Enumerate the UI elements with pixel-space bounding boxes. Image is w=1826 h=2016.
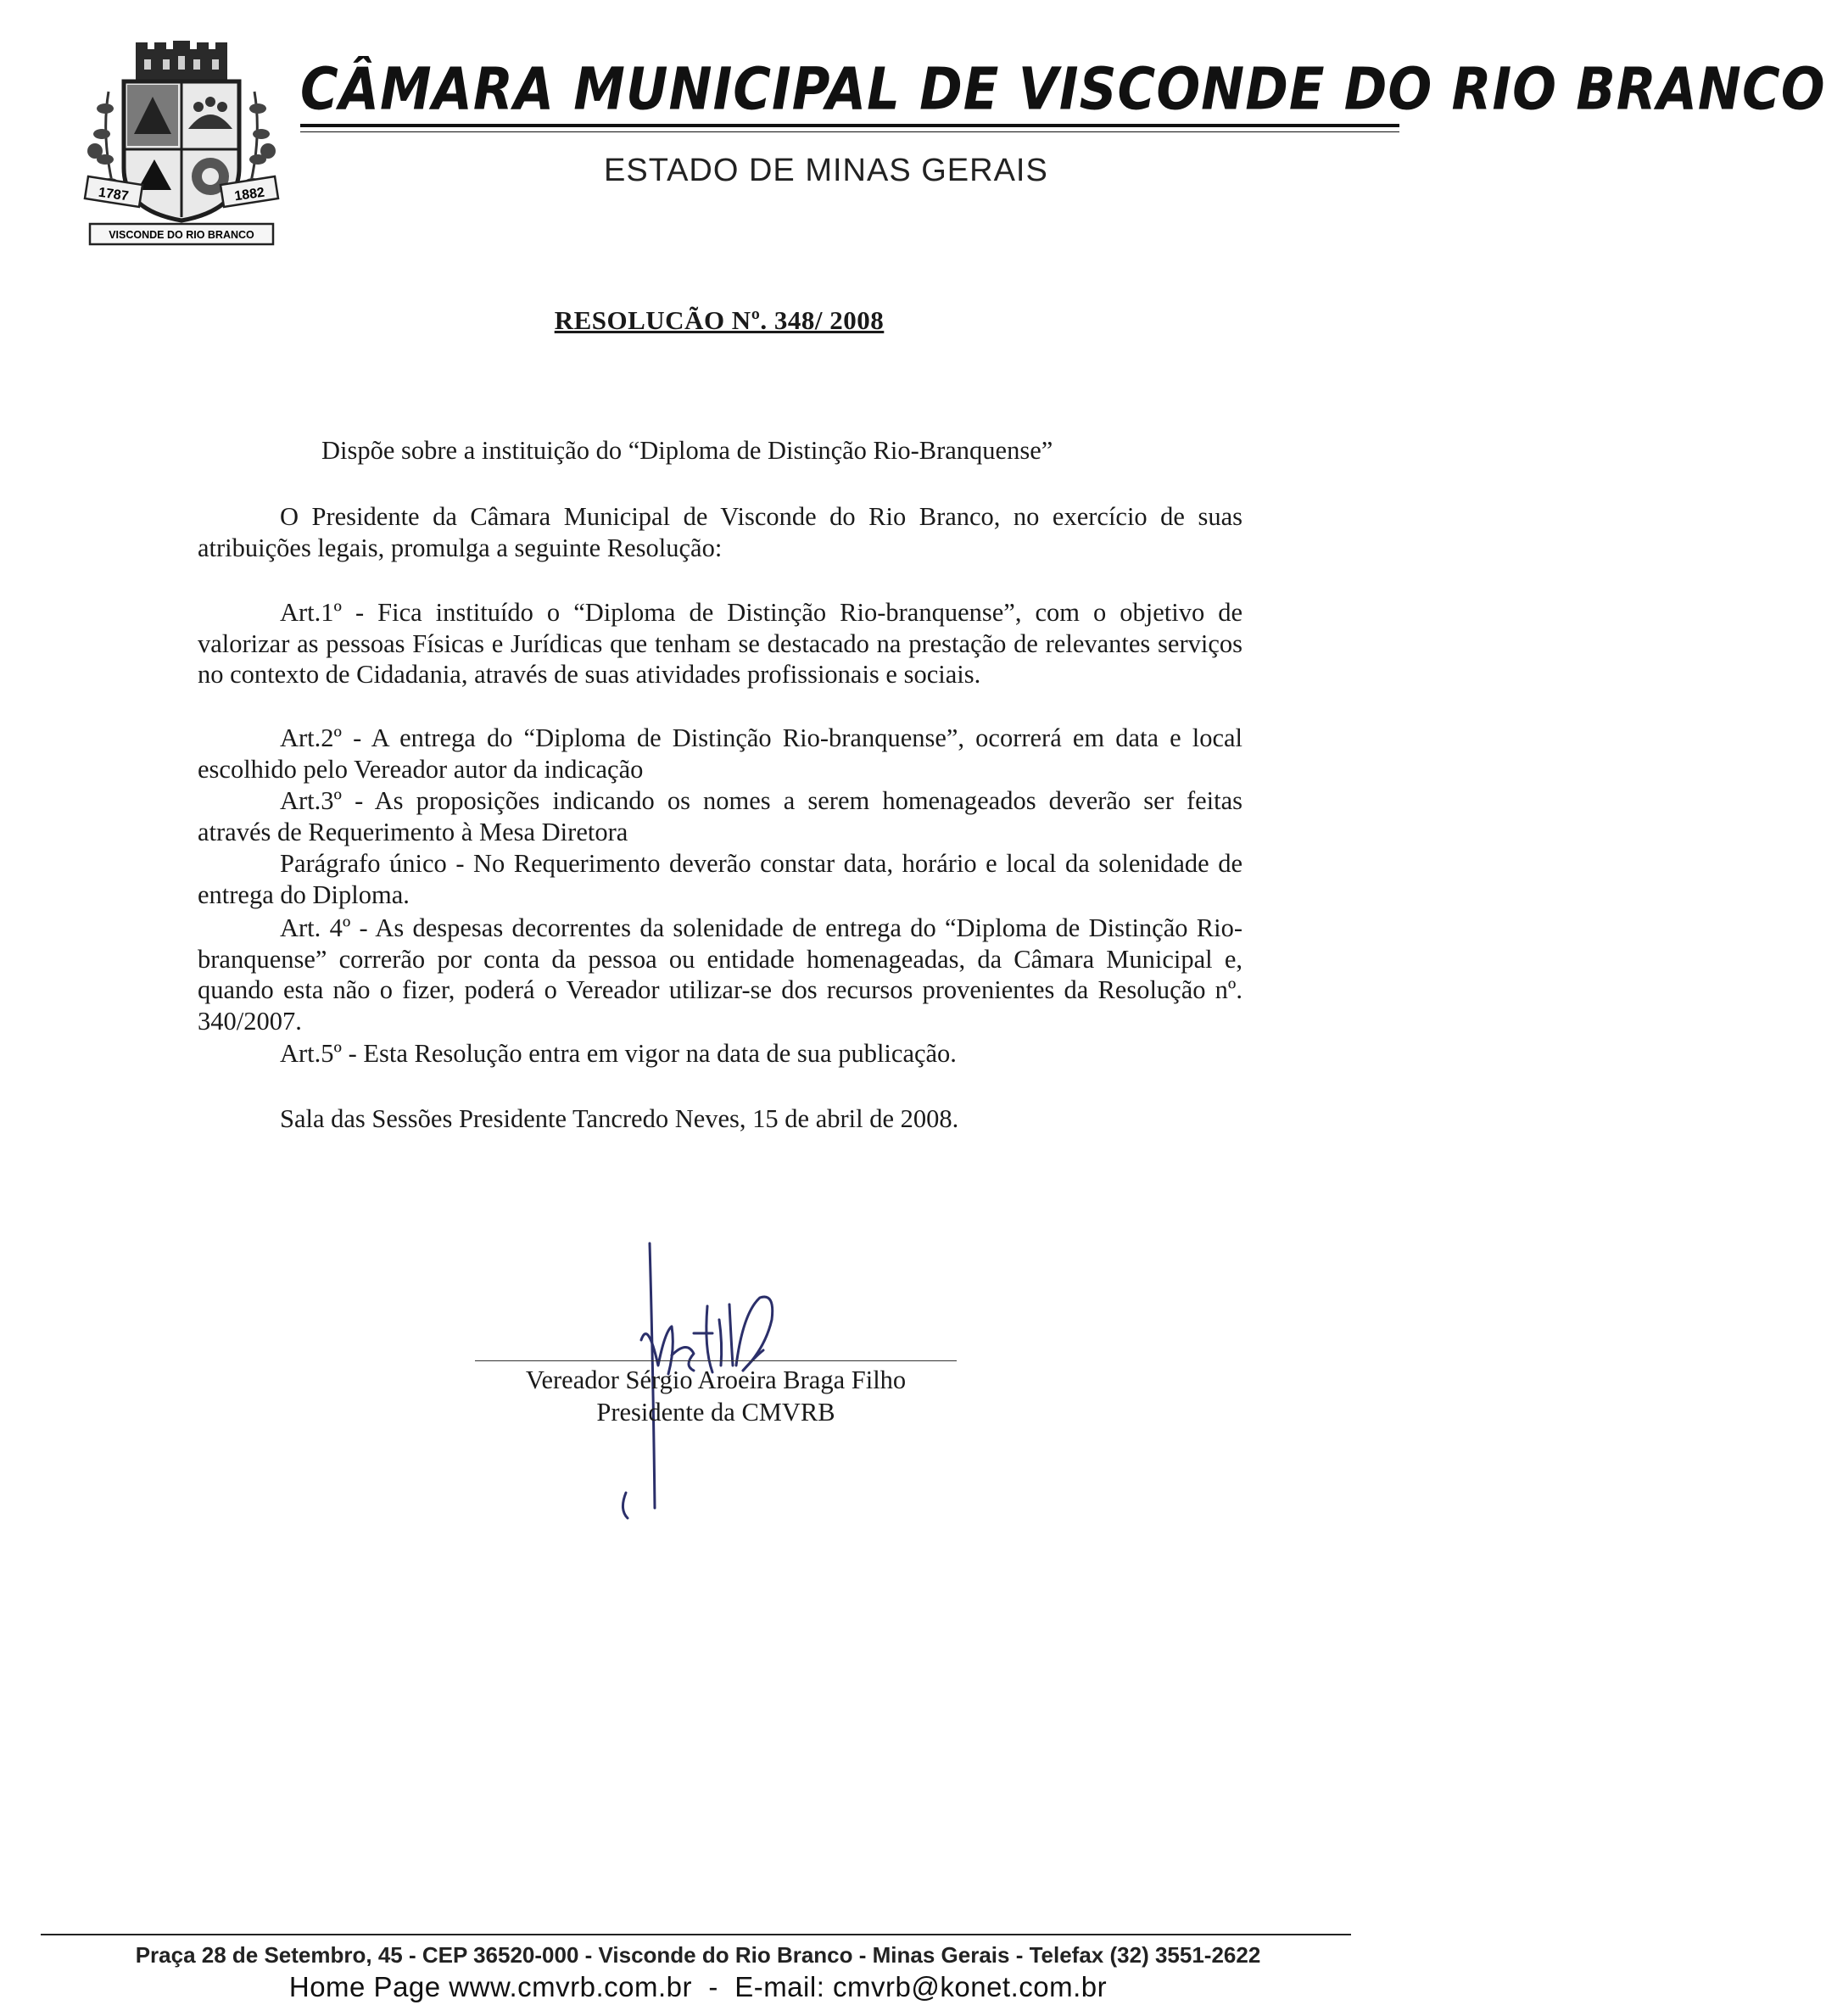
signature-line — [475, 1360, 957, 1361]
organization-state: ESTADO DE MINAS GERAIS — [604, 153, 1048, 188]
signatory-role: Presidente da CMVRB — [596, 1398, 835, 1427]
article-4: Art. 4º - As despesas decorrentes da solenidade de entrega do “Diploma de Distinção Rio-branquense” correrão por conta da pessoa ou entidade homenageadas, da Câmara Municipal e, quando esta não o fizer, poderá o Vereador utilizar-se dos recursos provenientes da Resolução nº. 340/2007. — [198, 913, 1242, 1036]
document-title: RESOLUCÃO Nº. 348/ 2008 — [554, 305, 885, 335]
header-rule — [300, 124, 1399, 127]
crest-banner-text: VISCONDE DO RIO BRANCO — [109, 229, 254, 241]
homepage-link[interactable]: www.cmvrb.com.br — [449, 1971, 692, 2002]
email-label: E-mail: — [734, 1971, 825, 2002]
footer-address: Praça 28 de Setembro, 45 - CEP 36520-000 - Visconde do Rio Branco - Minas Gerais - Telefax (32) 3551-2622 — [135, 1942, 1261, 1968]
header-rule-thin — [300, 131, 1399, 132]
article-3: Art.3º - As proposições indicando os nomes a serem homenageados deverão ser feitas através de Requerimento à Mesa Diretora — [198, 786, 1242, 846]
crest-year-right: 1882 — [233, 185, 266, 204]
closing-line: Sala das Sessões Presidente Tancredo Neves, 15 de abril de 2008. — [280, 1104, 959, 1133]
footer-rule — [41, 1934, 1351, 1935]
municipal-coat-of-arms — [83, 41, 280, 248]
article-3-paragraph: Parágrafo único - No Requerimento deverão constar data, horário e local da solenidade de entrega do Diploma. — [198, 849, 1242, 909]
signatory-name: Vereador Sérgio Aroeira Braga Filho — [525, 1365, 907, 1394]
article-5: Art.5º - Esta Resolução entra em vigor na data de sua publicação. — [280, 1039, 957, 1068]
crest-year-left: 1787 — [97, 185, 130, 204]
email-link[interactable]: cmvrb@konet.com.br — [833, 1971, 1108, 2002]
homepage-label: Home Page — [288, 1971, 441, 2002]
footer-separator: - — [708, 1971, 718, 2002]
article-2: Art.2º - A entrega do “Diploma de Distinção Rio-branquense”, ocorrerá em data e local escolhido pelo Vereador autor da indicação — [198, 723, 1242, 784]
article-1: Art.1º - Fica instituído o “Diploma de Distinção Rio-branquense”, com o objetivo de valorizar as pessoas Físicas e Jurídicas que tenham se destacado na prestação de relevantes serviços no contexto de Cidadania, através de suas atividades profissionais e sociais. — [198, 598, 1242, 689]
footer-contacts — [92, 1971, 1304, 2003]
organization-name: CÂMARA MUNICIPAL DE VISCONDE DO RIO BRANCO — [300, 56, 1826, 124]
preamble: O Presidente da Câmara Municipal de Visconde do Rio Branco, no exercício de suas atribuições legais, promulga a seguinte Resolução: — [198, 502, 1242, 562]
document-summary: Dispõe sobre a instituição do “Diploma de Distinção Rio-Branquense” — [321, 436, 1053, 465]
